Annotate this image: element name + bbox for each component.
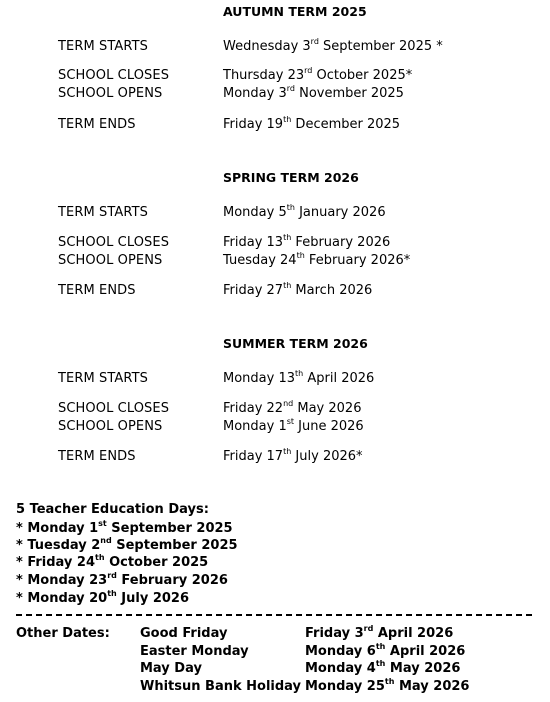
teacher-day-item: * Monday 23rd February 2026 <box>16 570 228 588</box>
summer-term-starts-label: TERM STARTS <box>58 371 148 386</box>
other-date-name: Easter Monday <box>140 644 249 659</box>
autumn-school-closes-label: SCHOOL CLOSES <box>58 68 170 83</box>
summer-term-ends-date: Friday 17th July 2026* <box>223 446 363 464</box>
autumn-term-starts-label: TERM STARTS <box>58 39 148 54</box>
summer-term-ends-label: TERM ENDS <box>58 449 136 464</box>
spring-term-ends-label: TERM ENDS <box>58 283 136 298</box>
other-date-name: Whitsun Bank Holiday <box>140 679 302 694</box>
other-date-value: Monday 6th April 2026 <box>305 641 466 659</box>
autumn-term-title: AUTUMN TERM 2025 <box>223 4 367 19</box>
other-date-name: May Day <box>140 661 202 676</box>
summer-term-starts-date: Monday 13th April 2026 <box>223 368 375 386</box>
autumn-term-ends-label: TERM ENDS <box>58 117 136 132</box>
spring-school-opens-date: Tuesday 24th February 2026* <box>223 250 411 268</box>
teacher-days-heading: 5 Teacher Education Days: <box>16 502 209 517</box>
teacher-day-item: * Tuesday 2nd September 2025 <box>16 535 238 553</box>
summer-term-title: SUMMER TERM 2026 <box>223 336 368 351</box>
summer-school-opens-date: Monday 1st June 2026 <box>223 416 364 434</box>
autumn-term-starts-date: Wednesday 3rd September 2025 * <box>223 36 443 54</box>
teacher-day-item: * Monday 20th July 2026 <box>16 588 190 606</box>
summer-school-opens-label: SCHOOL OPENS <box>58 419 163 434</box>
spring-school-opens-label: SCHOOL OPENS <box>58 253 163 268</box>
dashed-divider <box>16 614 532 616</box>
spring-term-ends-date: Friday 27th March 2026 <box>223 280 373 298</box>
other-date-value: Friday 3rd April 2026 <box>305 623 454 641</box>
summer-school-closes-date: Friday 22nd May 2026 <box>223 398 362 416</box>
autumn-term-ends-date: Friday 19th December 2025 <box>223 114 401 132</box>
spring-term-title: SPRING TERM 2026 <box>223 170 359 185</box>
spring-term-starts-date: Monday 5th January 2026 <box>223 202 386 220</box>
teacher-day-item: * Monday 1st September 2025 <box>16 518 233 536</box>
summer-school-closes-label: SCHOOL CLOSES <box>58 401 170 416</box>
other-dates-label: Other Dates: <box>16 626 110 641</box>
autumn-school-opens-label: SCHOOL OPENS <box>58 86 163 101</box>
spring-school-closes-label: SCHOOL CLOSES <box>58 235 170 250</box>
other-date-value: Monday 25th May 2026 <box>305 676 470 694</box>
other-date-name: Good Friday <box>140 626 228 641</box>
other-date-value: Monday 4th May 2026 <box>305 658 461 676</box>
autumn-school-opens-date: Monday 3rd November 2025 <box>223 83 404 101</box>
autumn-school-closes-date: Thursday 23rd October 2025* <box>223 65 413 83</box>
spring-term-starts-label: TERM STARTS <box>58 205 148 220</box>
teacher-day-item: * Friday 24th October 2025 <box>16 552 209 570</box>
spring-school-closes-date: Friday 13th February 2026 <box>223 232 391 250</box>
